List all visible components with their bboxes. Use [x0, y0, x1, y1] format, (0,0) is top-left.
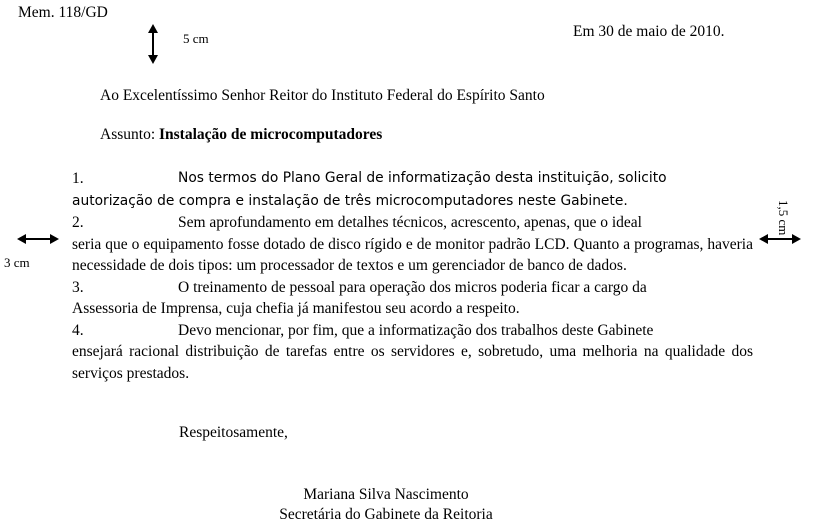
paragraph-number: 1. [72, 170, 84, 187]
paragraph-2 [72, 212, 753, 277]
paragraph-first-line: Sem aprofundamento em detalhes técnicos, acrescento, apenas, que o ideal [178, 214, 642, 231]
top-margin-label: 5 cm [183, 31, 209, 46]
paragraph-number: 3. [72, 278, 84, 296]
memo-body [72, 168, 753, 384]
signature-role: Secretária do Gabinete da Reitoria [279, 506, 493, 523]
top-margin-arrow-icon [146, 24, 160, 64]
paragraph-continuation: autorização de compra e instalação de três microcomputadores neste Gabinete. [72, 192, 628, 209]
paragraph-number: 2. [72, 214, 84, 231]
subject-label: Assunto: [100, 126, 156, 143]
paragraph-4 [72, 320, 753, 385]
subject-line [100, 126, 382, 144]
signature-name: Mariana Silva Nascimento [303, 486, 469, 503]
right-margin-label: 1,5 cm [776, 200, 791, 236]
paragraph-continuation: Assessoria de Imprensa, cuja chefia já manifestou seu acordo a respeito. [72, 300, 520, 317]
closing-salutation: Respeitosamente, [179, 424, 288, 441]
addressee-line: Ao Excelentíssimo Senhor Reitor do Instituto Federal do Espírito Santo [100, 87, 545, 104]
paragraph-continuation: seria que o equipamento fosse dotado de disco rígido e de monitor padrão LCD. Quanto a programas, haveria necessidade de dois tipos: um processador de textos e um gerenciador de banco de dados. [72, 235, 753, 274]
paragraph-number: 4. [72, 321, 84, 339]
subject-text: Instalação de microcomputadores [159, 126, 383, 143]
paragraph-continuation: ensejará racional distribuição de tarefas entre os servidores e, sobretudo, uma melhoria na qualidade dos serviços prestados. [72, 343, 753, 382]
paragraph-first-line: Devo mencionar, por fim, que a informatização dos trabalhos deste Gabinete [178, 321, 654, 339]
paragraph-3 [72, 277, 753, 320]
left-margin-arrow-icon [17, 232, 59, 246]
memo-reference: Mem. 118/GD [18, 4, 108, 21]
paragraph-first-line: Nos termos do Plano Geral de informatização desta instituição, solicito [178, 170, 667, 186]
left-margin-label: 3 cm [4, 255, 30, 270]
memo-date: Em 30 de maio de 2010. [573, 23, 725, 40]
paragraph-first-line: O treinamento de pessoal para operação dos micros poderia ficar a cargo da [178, 278, 647, 296]
paragraph-1 [72, 168, 753, 212]
